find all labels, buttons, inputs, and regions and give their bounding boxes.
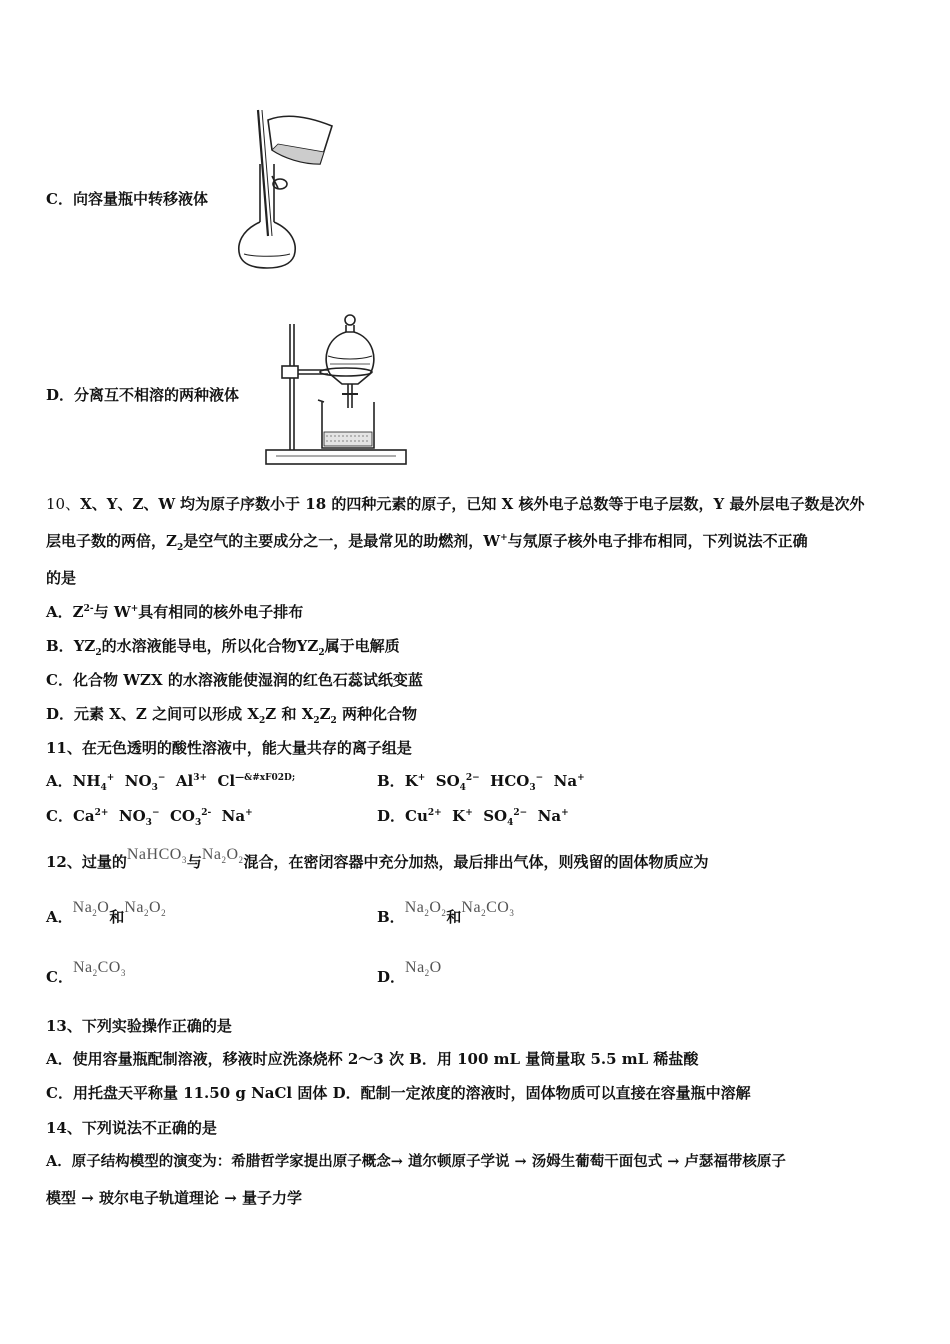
q10-option-c: C．化合物 WZX 的水溶液能使湿润的红色石蕊试纸变蓝	[46, 671, 423, 689]
q11-option-b: B．K+ $SO_4^{2-}$ $HCO_3^-$ Na+	[377, 772, 585, 793]
q11-option-a: A．$NH_4^+$ $NO_3^-$ $Al^{3+}$ $Cl^{—\&\#xF02D;}$	[46, 772, 296, 793]
volumetric-flask-transfer-figure	[232, 104, 342, 274]
q12-option-d: D．$Na_2O$	[377, 959, 442, 986]
q12-option-b: B．$Na_2O_2$和$Na_2CO_3$	[377, 899, 515, 926]
q10-stem-line2: 层电子数的两倍，$Z_2$是空气的主要成分之一，是最常见的助燃剂，W+与氖原子核外电子排布相同，下列说法不正确	[46, 532, 808, 553]
q11-option-d: D．$Cu^{2+}$ K+ $SO_4^{2-}$ Na+	[377, 807, 569, 828]
q12-option-c: C．$Na_2CO_3$	[46, 959, 126, 986]
q10-option-b: B．$YZ_2$的水溶液能导电，所以化合物$YZ_2$属于电解质	[46, 637, 400, 658]
q14-option-a-line2: 模型 → 玻尔电子轨道理论 → 量子力学	[46, 1189, 303, 1207]
q10-option-d: D．元素 X、Z 之间可以形成 $X_2Z$ 和 $X_2Z_2$ 两种化合物	[46, 705, 418, 726]
q13-options-cd: C．用托盘天平称量 11.50 g NaCl 固体 D．配制一定浓度的溶液时，固体物质可以直接在容量瓶中溶解	[46, 1084, 751, 1102]
q10-stem-line1: 10、X、Y、Z、W 均为原子序数小于 18 的四种元素的原子，已知 X 核外电子总数等于电子层数，Y 最外层电子数是次外	[46, 495, 865, 513]
q11-option-c: C．$Ca^{2+}$ $NO_3^-$ $CO_3^{2-}$ Na+	[46, 807, 253, 828]
separatory-funnel-figure	[262, 308, 412, 470]
q9-option-c: C．向容量瓶中转移液体	[46, 190, 208, 208]
q13-options-ab: A．使用容量瓶配制溶液，移液时应洗涤烧杯 2～3 次 B．用 100 mL 量筒量取 5.5 mL 稀盐酸	[46, 1050, 699, 1068]
q14-option-a-line1: A．原子结构模型的演变为：希腊哲学家提出原子概念→ 道尔顿原子学说 → 汤姆生葡萄干面包式 → 卢瑟福带核原子	[46, 1153, 786, 1170]
q12-stem: 12、过量的NaHCO$_3$与$Na_2O_2$混合，在密闭容器中充分加热，最后排出气体，则残留的固体物质应为	[46, 846, 709, 871]
q11-stem: 11、在无色透明的酸性溶液中，能大量共存的离子组是	[46, 739, 412, 757]
q13-stem: 13、下列实验操作正确的是	[46, 1017, 232, 1035]
q10-option-a: A．$Z^{2-}$与 W+具有相同的核外电子排布	[46, 603, 304, 621]
q10-stem-line3: 的是	[46, 569, 77, 587]
q9-option-d: D．分离互不相溶的两种液体	[46, 386, 240, 404]
q14-stem: 14、下列说法不正确的是	[46, 1119, 217, 1137]
q12-option-a: A．$Na_2O$和$Na_2O_2$	[46, 899, 167, 926]
